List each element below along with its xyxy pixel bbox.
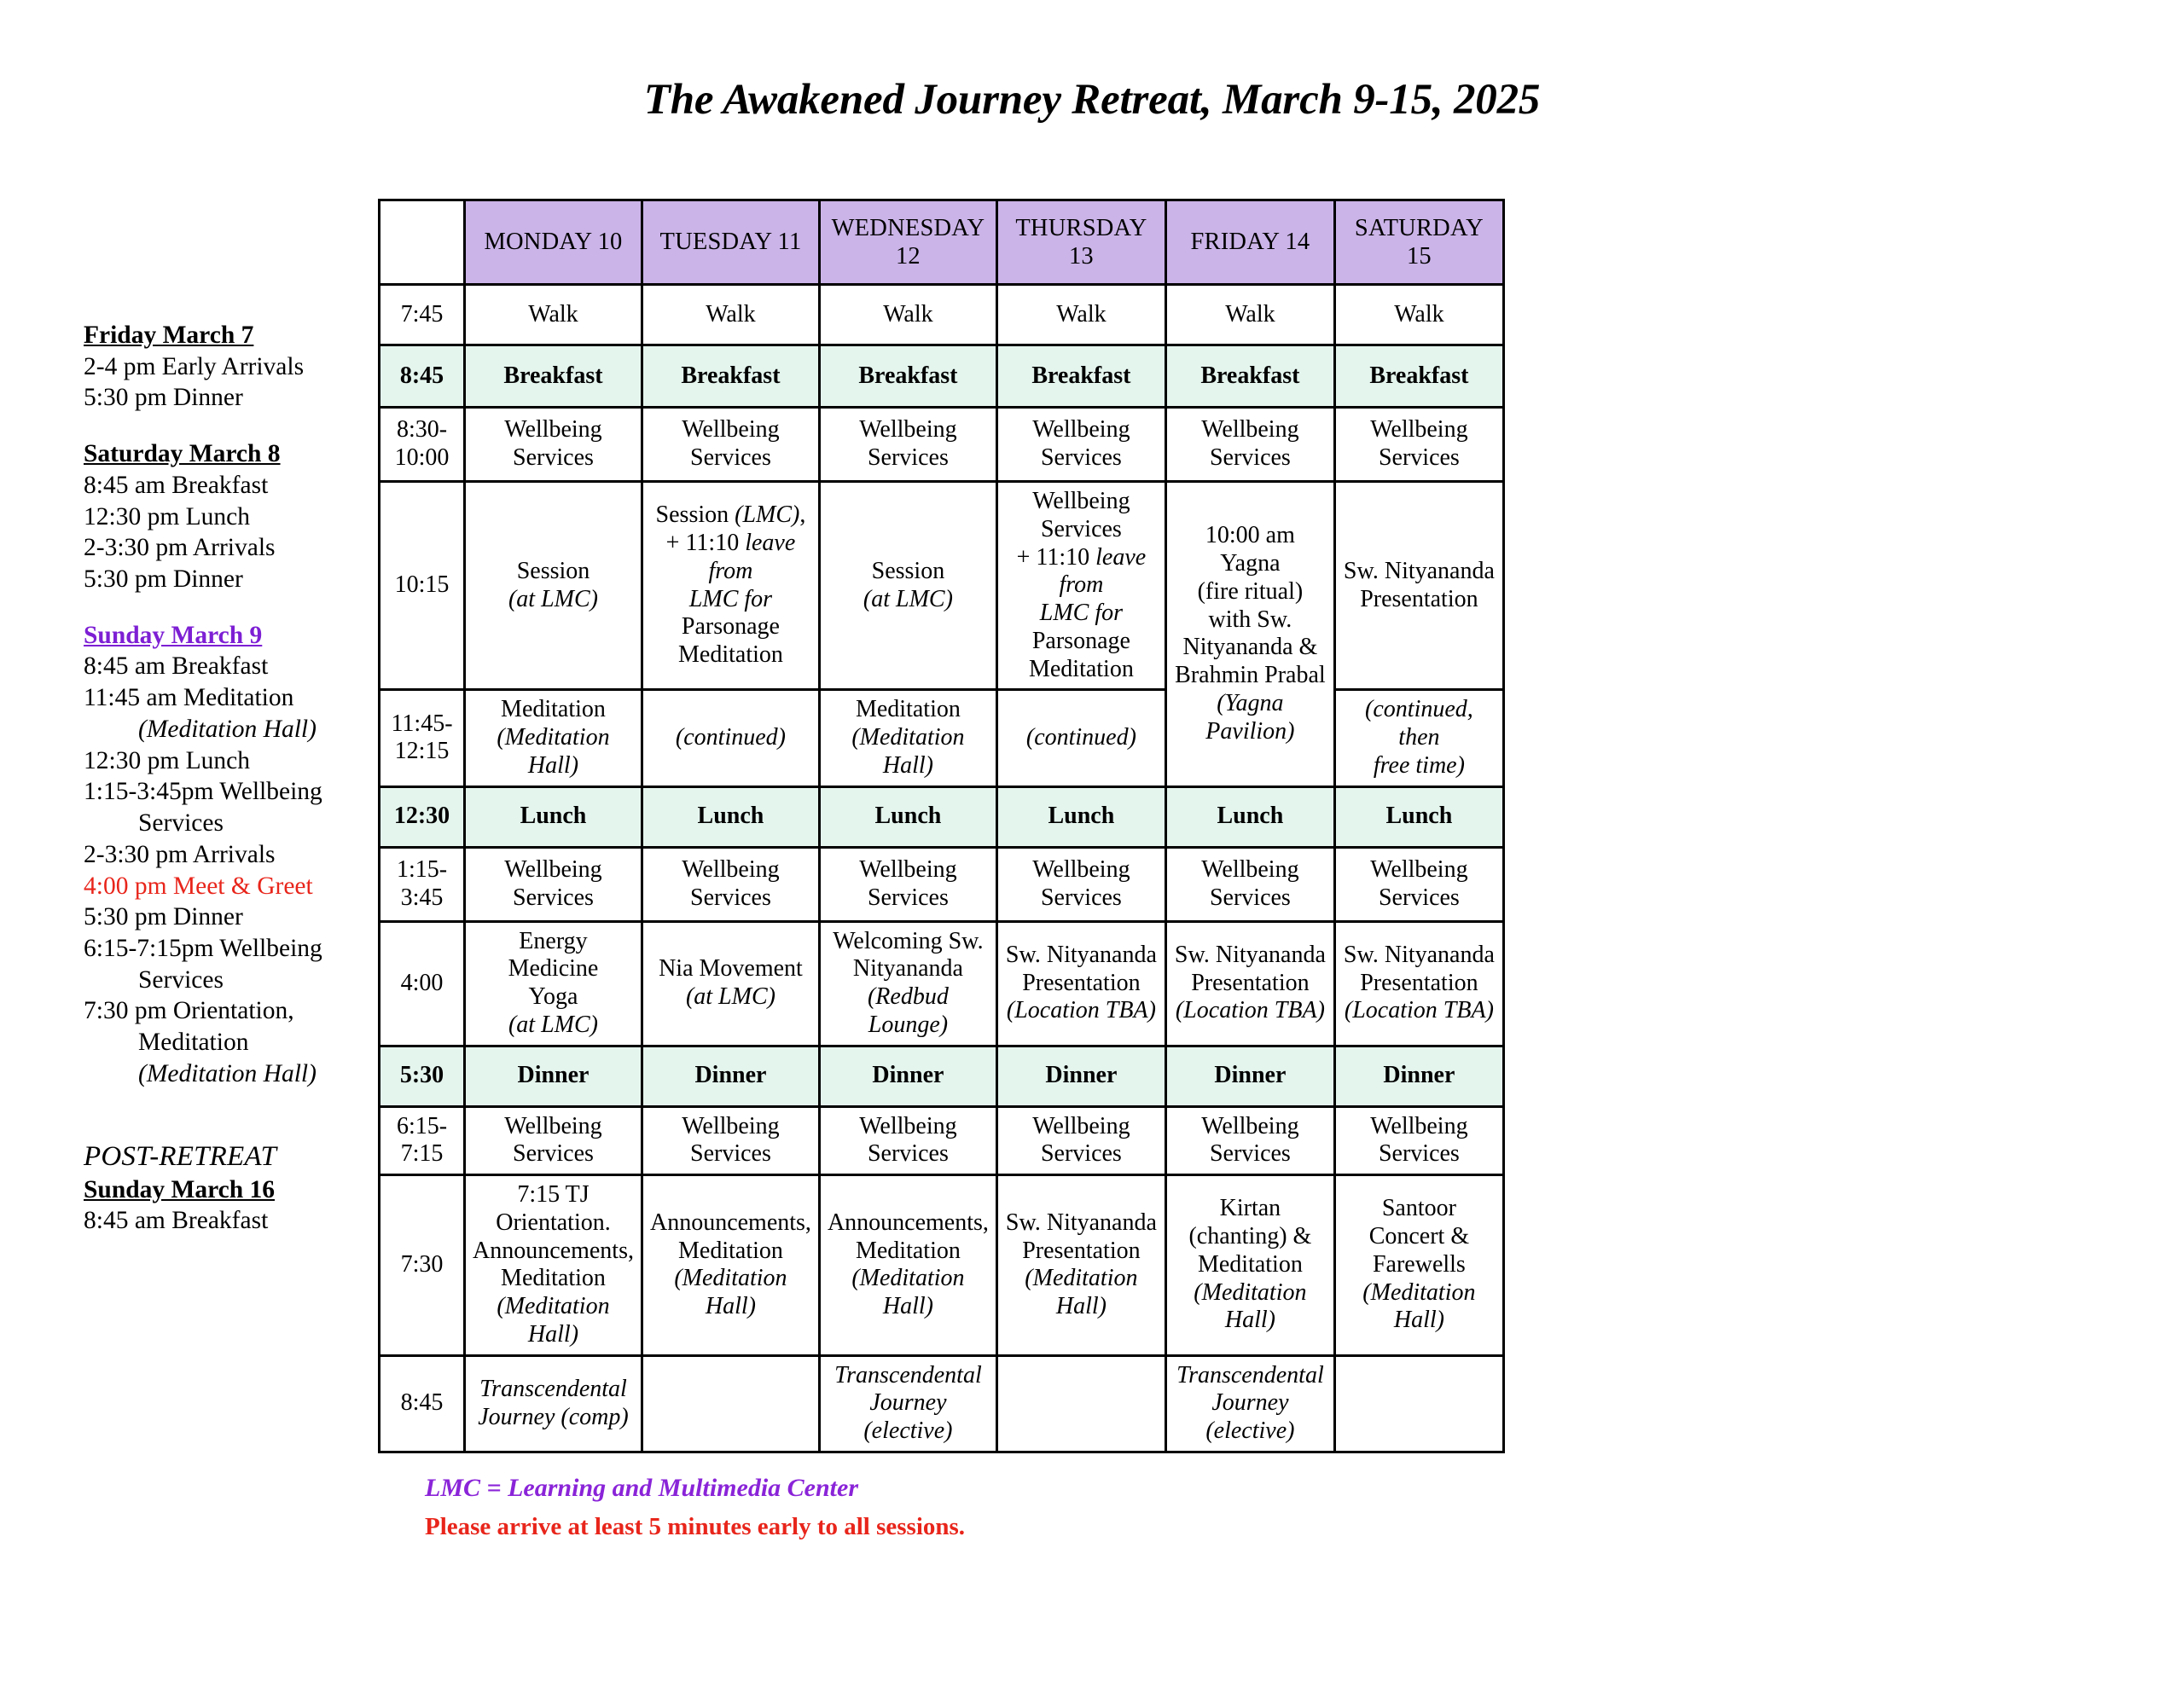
schedule-cell: Announcements, Meditation (Meditation Hall)	[642, 1175, 819, 1356]
schedule-cell: Sw. Nityananda Presentation (Location TBA)	[1165, 921, 1334, 1046]
schedule-row	[380, 1175, 1504, 1356]
schedule-cell: Wellbeing Services	[465, 847, 642, 921]
schedule-cell: Wellbeing Services	[996, 847, 1165, 921]
time-label-cell: 5:30	[380, 1046, 465, 1106]
schedule-cell: Wellbeing Services	[642, 847, 819, 921]
sidebar-line: 7:30 pm Orientation,	[84, 997, 294, 1025]
footer-notes	[425, 1474, 965, 1541]
schedule-row	[380, 921, 1504, 1046]
schedule-cell: Session (at LMC)	[465, 482, 642, 690]
table-corner-cell	[380, 200, 465, 285]
schedule-cell: Lunch	[819, 786, 996, 847]
sidebar-line: 2-3:30 pm Arrivals	[84, 534, 276, 562]
day-header-wednesday: WEDNESDAY 12	[819, 200, 996, 285]
schedule-cell: Breakfast	[1165, 345, 1334, 408]
post-retreat-day-heading: Sunday March 16	[84, 1175, 276, 1203]
schedule-cell: Wellbeing Services + 11:10 leave from LMC for Parsonage Meditation	[996, 482, 1165, 690]
schedule-row	[380, 1106, 1504, 1175]
schedule-cell: Wellbeing Services	[465, 1106, 642, 1175]
schedule-cell: Breakfast	[465, 345, 642, 408]
schedule-cell: Dinner	[642, 1046, 819, 1106]
schedule-cell: Lunch	[642, 786, 819, 847]
schedule-cell: 10:00 am Yagna (fire ritual) with Sw. Nityananda & Brahmin Prabal (Yagna Pavilion)	[1165, 482, 1334, 787]
time-label-cell: 7:45	[380, 285, 465, 345]
time-line: 7:15	[400, 1140, 444, 1168]
schedule-cell: Announcements, Meditation (Meditation Hall)	[819, 1175, 996, 1356]
schedule-cell: Welcoming Sw. Nityananda (Redbud Lounge)	[819, 921, 996, 1046]
time-line: 6:15-	[396, 1112, 448, 1139]
schedule-row	[380, 690, 1504, 786]
schedule-cell: Transcendental Journey (elective)	[1165, 1355, 1334, 1452]
schedule-cell	[1334, 1355, 1503, 1452]
schedule-cell: Breakfast	[996, 345, 1165, 408]
day-header-tuesday: TUESDAY 11	[642, 200, 819, 285]
schedule-cell: Lunch	[1334, 786, 1503, 847]
schedule-cell: (continued)	[642, 690, 819, 786]
schedule-cell: Nia Movement (at LMC)	[642, 921, 819, 1046]
time-line: 10:00	[394, 444, 450, 471]
schedule-cell: Walk	[465, 285, 642, 345]
schedule-cell: Dinner	[465, 1046, 642, 1106]
time-label-cell	[380, 1106, 465, 1175]
schedule-row	[380, 786, 1504, 847]
sidebar-line: 5:30 pm Dinner	[84, 384, 243, 412]
lmc-legend-note: LMC = Learning and Multimedia Center	[425, 1474, 858, 1502]
schedule-cell: Walk	[1334, 285, 1503, 345]
sidebar-line: 8:45 am Breakfast	[84, 471, 269, 499]
schedule-cell: Kirtan (chanting) & Meditation (Meditation Hall)	[1165, 1175, 1334, 1356]
day-header-monday: MONDAY 10	[465, 200, 642, 285]
time-label-cell	[380, 408, 465, 482]
schedule-cell: Wellbeing Services	[996, 408, 1165, 482]
schedule-cell: Breakfast	[642, 345, 819, 408]
schedule-cell: Wellbeing Services	[1165, 408, 1334, 482]
schedule-cell: Walk	[996, 285, 1165, 345]
schedule-cell: (continued)	[996, 690, 1165, 786]
time-line: 3:45	[400, 884, 444, 911]
schedule-cell: Breakfast	[1334, 345, 1503, 408]
schedule-cell	[996, 1355, 1165, 1452]
sidebar-line: 2-3:30 pm Arrivals	[84, 840, 276, 868]
time-line: 11:45-	[391, 710, 453, 737]
schedule-cell: Wellbeing Services	[1334, 408, 1503, 482]
schedule-cell: Wellbeing Services	[1165, 847, 1334, 921]
time-label-cell: 7:30	[380, 1175, 465, 1356]
schedule-row	[380, 285, 1504, 345]
post-retreat-label: POST-RETREAT	[84, 1140, 277, 1172]
schedule-cell: Lunch	[996, 786, 1165, 847]
schedule-cell: Wellbeing Services	[819, 1106, 996, 1175]
schedule-cell: Sw. Nityananda Presentation (Meditation Hall)	[996, 1175, 1165, 1356]
schedule-cell: Lunch	[465, 786, 642, 847]
schedule-cell: Walk	[819, 285, 996, 345]
sidebar-line: 4:00 pm Meet & Greet	[84, 872, 313, 900]
sidebar-spacer	[84, 595, 365, 620]
schedule-cell: Dinner	[1165, 1046, 1334, 1106]
schedule-row	[380, 1355, 1504, 1452]
day-header-saturday: SATURDAY 15	[1334, 200, 1503, 285]
sidebar-pre-retreat-schedule	[84, 320, 365, 1237]
sidebar-line: 5:30 pm Dinner	[84, 903, 243, 931]
schedule-cell: Lunch	[1165, 786, 1334, 847]
time-label-cell: 8:45	[380, 1355, 465, 1452]
sidebar-day-heading: Sunday March 9	[84, 621, 263, 649]
schedule-cell: Energy Medicine Yoga (at LMC)	[465, 921, 642, 1046]
time-label-cell	[380, 690, 465, 786]
sidebar-day-heading: Friday March 7	[84, 322, 254, 349]
sidebar-line: 1:15-3:45pm Wellbeing	[84, 778, 322, 806]
schedule-cell: Sw. Nityananda Presentation (Location TBA)	[1334, 921, 1503, 1046]
schedule-cell: Santoor Concert & Farewells (Meditation Hall)	[1334, 1175, 1503, 1356]
schedule-cell: Session (LMC), + 11:10 leave from LMC for Parsonage Meditation	[642, 482, 819, 690]
schedule-cell: Wellbeing Services	[1334, 1106, 1503, 1175]
sidebar-line: 11:45 am Meditation	[84, 684, 294, 712]
time-line: 8:30-	[396, 416, 448, 443]
sidebar-line: 8:45 am Breakfast	[84, 652, 269, 681]
sidebar-line: Meditation	[138, 1029, 249, 1057]
sidebar-line: (Meditation Hall)	[138, 715, 317, 743]
schedule-row	[380, 482, 1504, 690]
schedule-cell: Transcendental Journey (comp)	[465, 1355, 642, 1452]
schedule-cell: Breakfast	[819, 345, 996, 408]
schedule-cell: Wellbeing Services	[465, 408, 642, 482]
schedule-cell: Wellbeing Services	[642, 408, 819, 482]
time-label-cell: 10:15	[380, 482, 465, 690]
sidebar-line: Services	[138, 965, 224, 994]
schedule-cell: Wellbeing Services	[1334, 847, 1503, 921]
time-label-cell: 8:45	[380, 345, 465, 408]
schedule-cell: Wellbeing Services	[1165, 1106, 1334, 1175]
sidebar-line: 12:30 pm Lunch	[84, 502, 251, 530]
schedule-cell: Dinner	[819, 1046, 996, 1106]
schedule-cell: Wellbeing Services	[996, 1106, 1165, 1175]
time-line: 1:15-	[396, 855, 448, 883]
sidebar-line: (Meditation Hall)	[138, 1059, 317, 1087]
schedule-cell: Session (at LMC)	[819, 482, 996, 690]
sidebar-line: 6:15-7:15pm Wellbeing	[84, 934, 322, 962]
schedule-cell: Walk	[642, 285, 819, 345]
schedule-cell: Sw. Nityananda Presentation	[1334, 482, 1503, 690]
schedule-cell: Walk	[1165, 285, 1334, 345]
schedule-cell: Meditation (Meditation Hall)	[465, 690, 642, 786]
schedule-cell: (continued, then free time)	[1334, 690, 1503, 786]
page-title: The Awakened Journey Retreat, March 9-15, 2025	[643, 76, 1541, 124]
time-label-cell: 4:00	[380, 921, 465, 1046]
schedule-cell: Dinner	[1334, 1046, 1503, 1106]
schedule-row	[380, 345, 1504, 408]
sidebar-line: 8:45 am Breakfast	[84, 1207, 269, 1235]
sidebar-line: Services	[138, 809, 224, 838]
schedule-cell: Wellbeing Services	[819, 408, 996, 482]
sidebar-day-heading: Saturday March 8	[84, 440, 281, 468]
schedule-row	[380, 1046, 1504, 1106]
schedule-cell: Wellbeing Services	[642, 1106, 819, 1175]
sidebar-line: 12:30 pm Lunch	[84, 746, 251, 774]
time-line: 12:15	[394, 738, 450, 765]
schedule-cell: Dinner	[996, 1046, 1165, 1106]
time-label-cell	[380, 847, 465, 921]
day-header-friday: FRIDAY 14	[1165, 200, 1334, 285]
schedule-cell: Meditation (Meditation Hall)	[819, 690, 996, 786]
schedule-row	[380, 847, 1504, 921]
retreat-schedule-table	[378, 199, 1505, 1453]
schedule-cell: Sw. Nityananda Presentation (Location TBA)	[996, 921, 1165, 1046]
time-label-cell: 12:30	[380, 786, 465, 847]
schedule-cell	[642, 1355, 819, 1452]
day-header-thursday: THURSDAY 13	[996, 200, 1165, 285]
schedule-cell: 7:15 TJ Orientation. Announcements, Meditation (Meditation Hall)	[465, 1175, 642, 1356]
sidebar-line: 5:30 pm Dinner	[84, 565, 243, 594]
arrive-early-note: Please arrive at least 5 minutes early to all sessions.	[425, 1513, 966, 1540]
schedule-cell: Transcendental Journey (elective)	[819, 1355, 996, 1452]
sidebar-spacer	[84, 1090, 365, 1139]
schedule-row	[380, 408, 1504, 482]
sidebar-spacer	[84, 414, 365, 438]
table-header-row	[380, 200, 1504, 285]
sidebar-line: 2-4 pm Early Arrivals	[84, 352, 305, 380]
schedule-cell: Wellbeing Services	[819, 847, 996, 921]
